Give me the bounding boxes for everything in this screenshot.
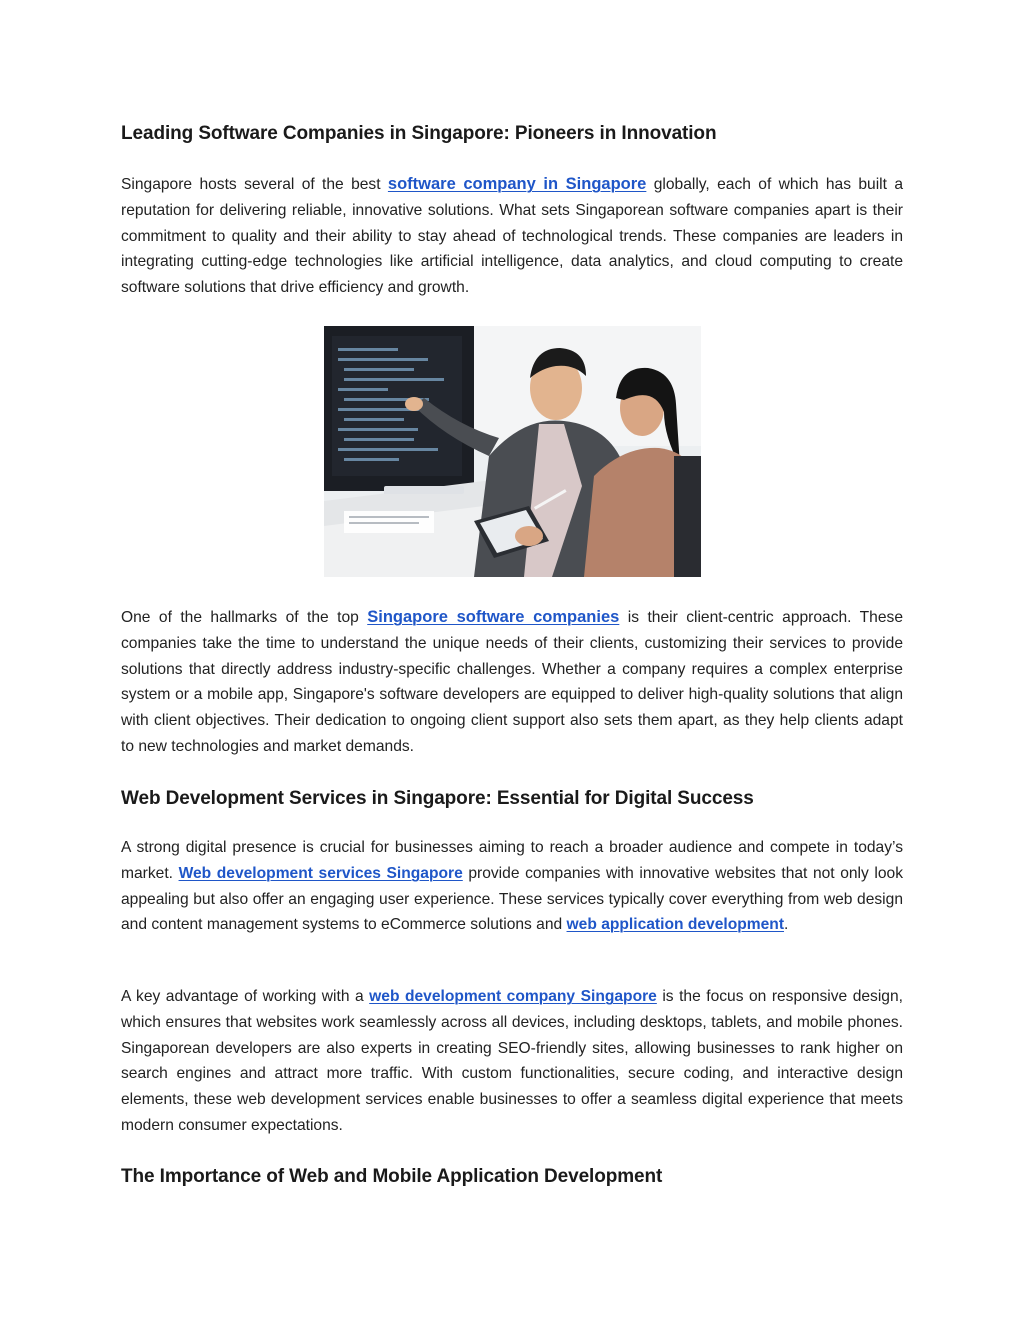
paragraph-text: One of the hallmarks of the top: [121, 609, 368, 626]
paragraph-text: provide companies with innovative websites that not only look appealing but also offer an engaging user experience. These services typically cover everything from web design and content management systems to eCommerce solutions and: [121, 864, 903, 934]
paragraph-text: is the focus on responsive design, which ensures that websites work seamlessly across all devices, including desktops, tablets, and mobile phones. Singaporean developers are also experts in creating SEO-friendly sites, allowing businesses to rank higher on search engines and attract more traffic. With custom functionalities, secure coding, and interactive design elements, these web development services enable businesses to offer a seamless digital experience that meets modern consumer expectations.: [121, 988, 903, 1134]
heading-leading-software-companies: Leading Software Companies in Singapore: Pioneers in Innovation: [121, 123, 717, 144]
paragraph-text: is their client-centric approach. These companies take the time to understand the unique needs of their clients, customizing their services to provide solutions that directly address industry-specific challenges. Whether a company requires a complex enterprise system or a mobile app, Singapore's software developers are equipped to deliver high-quality solutions that align with client objectives. Their dedication to ongoing client support also sets them apart, as they help clients adapt to new technologies and market demands.: [121, 609, 903, 755]
link-singapore-software-companies[interactable]: Singapore software companies: [367, 608, 620, 626]
paragraph-client-centric: [121, 605, 903, 760]
paragraph-text: .: [784, 916, 789, 934]
link-web-application-development[interactable]: web application development: [566, 916, 785, 934]
heading-web-development-services: Web Development Services in Singapore: Essential for Digital Success: [121, 788, 754, 809]
paragraph-digital-presence: [121, 835, 903, 938]
paragraph-text: A strong digital presence is crucial for businesses aiming to reach a broader audience and compete in today’s market.: [121, 839, 903, 882]
office-photo-illustration: [324, 326, 701, 577]
paragraph-responsive-design: [121, 984, 903, 1139]
link-web-development-company-singapore[interactable]: web development company Singapore: [369, 988, 657, 1005]
paragraph-intro: [121, 172, 903, 301]
paragraph-text: Singapore hosts several of the best: [121, 176, 388, 193]
paragraph-text: globally, each of which has built a reputation for delivering reliable, innovative solutions. What sets Singaporean software companies apart is their commitment to quality and their ability to stay ahead of technological trends. These companies are leaders in integrating cutting-edge technologies like artificial intelligence, data analytics, and cloud computing to create software solutions that drive efficiency and growth.: [121, 176, 903, 297]
heading-web-mobile-app-development: The Importance of Web and Mobile Application Development: [121, 1166, 663, 1187]
paragraph-text: A key advantage of working with a: [121, 988, 370, 1005]
link-web-development-services-singapore[interactable]: Web development services Singapore: [178, 864, 463, 882]
office-photo: [324, 326, 701, 577]
link-software-company-singapore[interactable]: software company in Singapore: [387, 175, 647, 193]
